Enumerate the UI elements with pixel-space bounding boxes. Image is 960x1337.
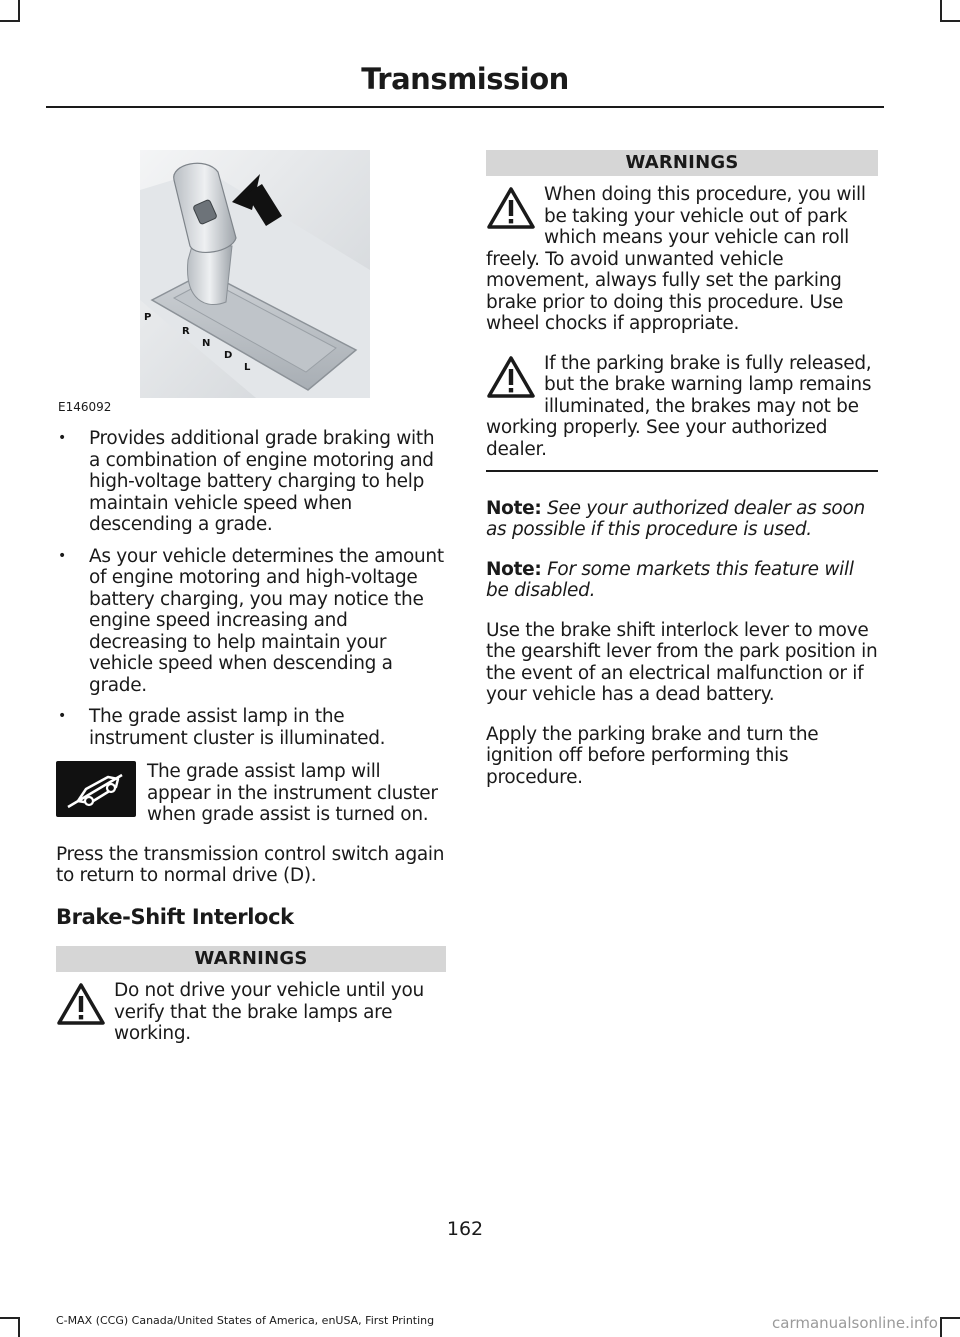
- note: [486, 498, 878, 541]
- crop-mark: [940, 0, 942, 20]
- footer-text: C-MAX (CCG) Canada/United States of America, enUSA, First Printing: [56, 1314, 435, 1327]
- list-item: • Provides additional grade braking with a combination of engine motoring and high-voltage battery charging to help maintain vehicle speed when descending a grade.: [56, 428, 446, 536]
- warnings-header: WARNINGS: [56, 946, 446, 972]
- crop-mark: [940, 20, 960, 22]
- warning-item: [486, 184, 878, 335]
- warnings-box: [56, 946, 446, 1053]
- grade-assist-lamp-row: [56, 761, 446, 826]
- warning-icon: [56, 982, 106, 1026]
- gear-label-n: N: [202, 338, 211, 349]
- watermark: carmanualsonline.info: [772, 1314, 938, 1332]
- note-text: For some markets this feature will be disabled.: [486, 558, 854, 601]
- warning-icon: [486, 186, 536, 230]
- body-paragraph: Use the brake shift interlock lever to move the gearshift lever from the park position in the event of an electrical malfunction or if your vehicle has a dead battery.: [486, 619, 878, 705]
- warning-item: [56, 980, 446, 1045]
- warning-text: Do not drive your vehicle until you verify that the brake lamps are working.: [114, 980, 424, 1044]
- section-heading: Brake-Shift Interlock: [56, 904, 294, 929]
- grade-assist-lamp-text: The grade assist lamp will appear in the instrument cluster when grade assist is turned on.: [147, 761, 438, 825]
- warning-text: If the parking brake is fully released, but the brake warning lamp remains illuminated, the brakes may not be working properly. See your authorized dealer.: [486, 352, 872, 460]
- note: [486, 559, 878, 602]
- gear-label-r: R: [182, 326, 190, 337]
- body-paragraph: Apply the parking brake and turn the ignition off before performing this procedure.: [486, 723, 819, 788]
- crop-mark: [940, 1317, 942, 1337]
- title-rule: [46, 106, 884, 108]
- gear-label-p: P: [144, 312, 152, 323]
- warning-text: When doing this procedure, you will be taking your vehicle out of park which means your vehicle can roll freely. To avoid unwanted vehicle movement, always fully set the parking brake prior to doing this procedure. Use wheel chocks if appropriate.: [486, 184, 866, 334]
- crop-mark: [18, 1317, 20, 1337]
- warnings-header: WARNINGS: [486, 150, 878, 176]
- warnings-end-rule: [486, 470, 878, 472]
- crop-mark: [0, 20, 20, 22]
- gear-label-l: L: [244, 362, 251, 373]
- figure-id: E146092: [58, 399, 112, 414]
- crop-mark: [940, 1317, 960, 1319]
- feature-list: [56, 428, 446, 749]
- right-column: [486, 150, 878, 788]
- crop-mark: [0, 1317, 20, 1319]
- gearshift-illustration: [56, 150, 446, 418]
- grade-assist-lamp-icon: [56, 761, 136, 817]
- warning-icon: [486, 355, 536, 399]
- gear-label-d: D: [224, 350, 233, 361]
- list-item: • The grade assist lamp in the instrument cluster is illuminated.: [56, 706, 446, 749]
- note-text: See your authorized dealer as soon as possible if this procedure is used.: [486, 497, 865, 540]
- page-number: 162: [446, 1218, 484, 1240]
- list-item: • As your vehicle determines the amount of engine motoring and high-voltage battery charging, you may notice the engine speed increasing and decreasing to help maintain your vehicle speed when descending a grade.: [56, 546, 446, 697]
- page-title: Transmission: [361, 62, 569, 96]
- note-label: Note:: [486, 558, 542, 580]
- left-column: [56, 150, 446, 1053]
- crop-mark: [18, 0, 20, 20]
- return-to-drive-text: Press the transmission control switch again to return to normal drive (D).: [56, 843, 445, 886]
- warning-item: [486, 353, 878, 461]
- note-label: Note:: [486, 497, 542, 519]
- gearshift-figure: [56, 150, 446, 418]
